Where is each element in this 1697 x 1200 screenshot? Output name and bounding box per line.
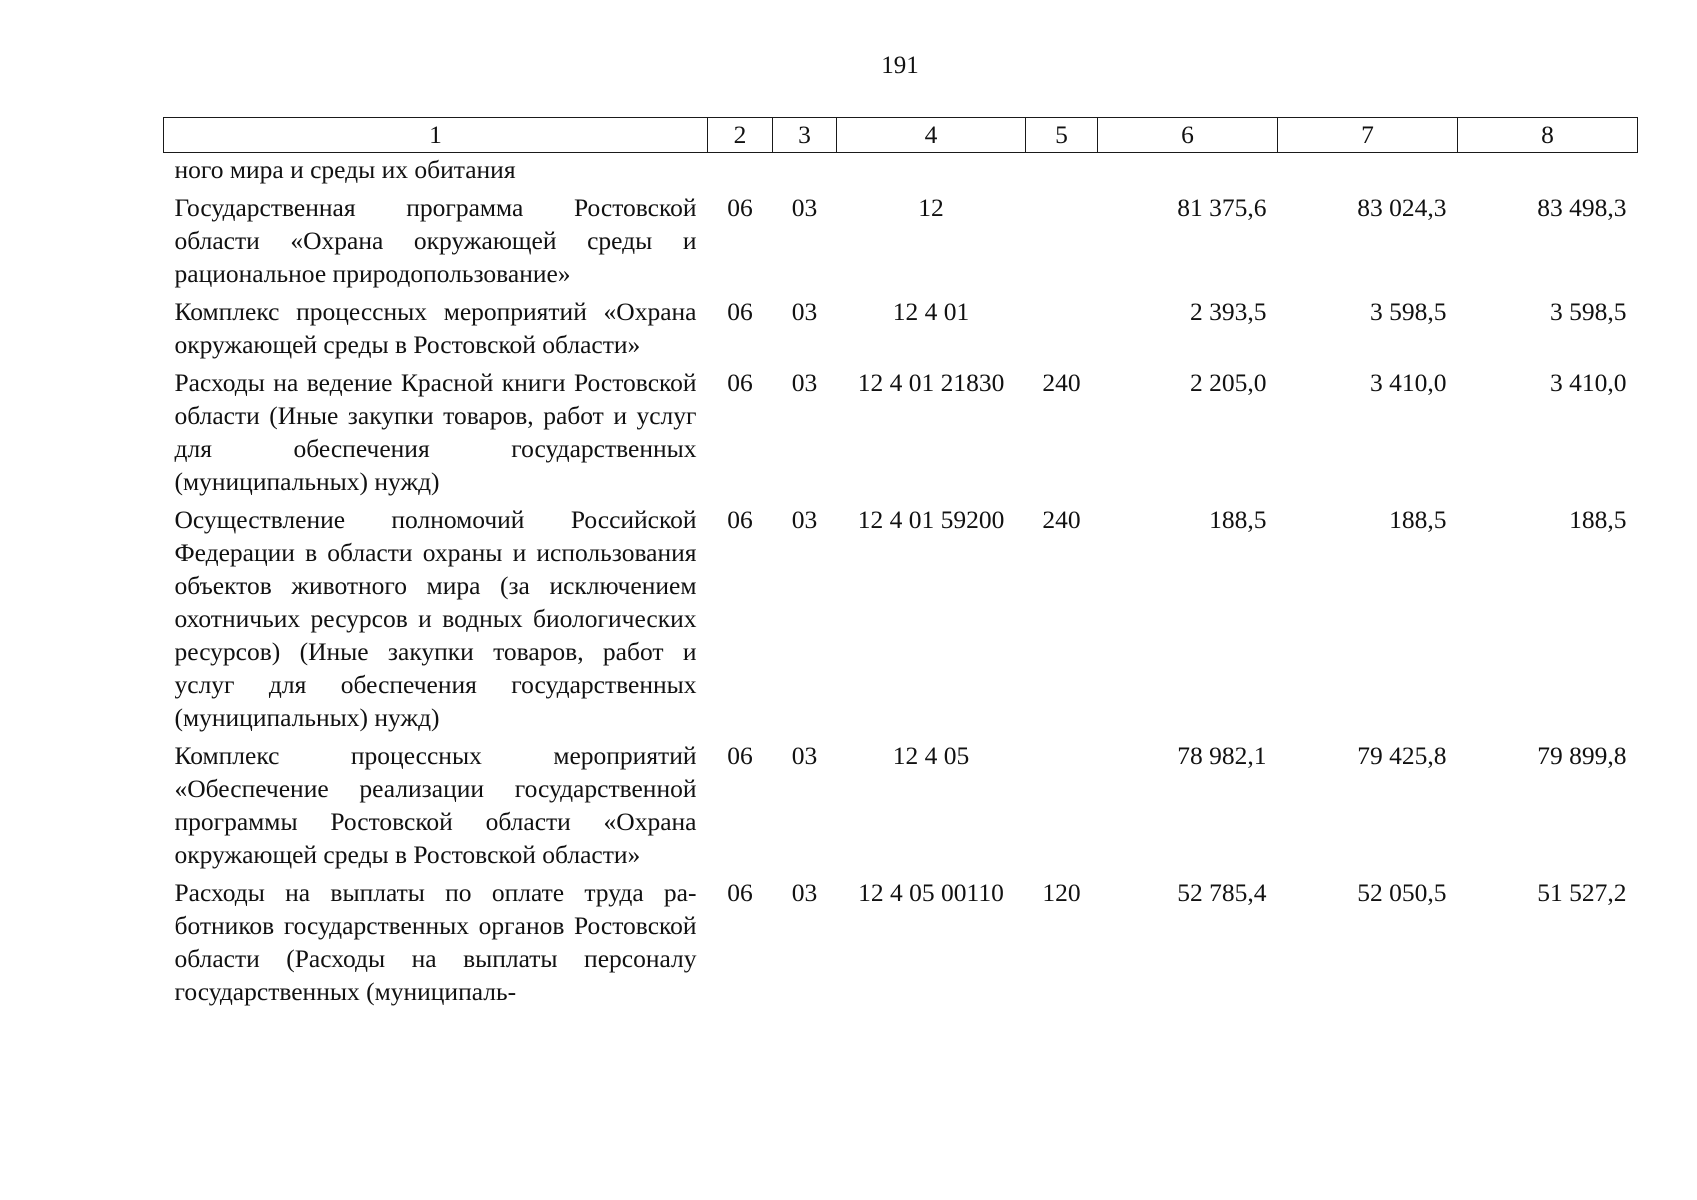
table-row bbox=[164, 290, 1638, 361]
row-expense-type: 120 bbox=[1042, 878, 1081, 907]
row-expense-type: 240 bbox=[1042, 368, 1081, 397]
row-target-code: 12 4 05 bbox=[892, 741, 970, 770]
row-amount-3: 188,5 bbox=[1569, 505, 1627, 534]
continuation-text: ного мира и среды их обитания bbox=[174, 155, 516, 184]
table-row bbox=[164, 186, 1638, 290]
table-row bbox=[164, 734, 1638, 871]
row-amount-3: 3 410,0 bbox=[1550, 368, 1627, 397]
header-col-4: 4 bbox=[837, 118, 1026, 153]
row-subsection: 03 bbox=[791, 297, 818, 326]
row-subsection: 03 bbox=[791, 741, 818, 770]
row-amount-3: 83 498,3 bbox=[1537, 193, 1627, 222]
row-amount-1: 52 785,4 bbox=[1177, 878, 1267, 907]
row-section: 06 bbox=[727, 505, 753, 534]
header-col-6: 6 bbox=[1098, 118, 1278, 153]
row-subsection: 03 bbox=[791, 368, 818, 397]
row-target-code: 12 4 01 59200 bbox=[857, 505, 1005, 534]
row-subsection: 03 bbox=[791, 505, 818, 534]
row-target-code: 12 4 05 00110 bbox=[858, 878, 1004, 907]
row-amount-3: 51 527,2 bbox=[1537, 878, 1627, 907]
header-row bbox=[164, 118, 1638, 153]
budget-table bbox=[163, 117, 1638, 1008]
row-amount-1: 2 205,0 bbox=[1190, 368, 1267, 397]
row-amount-3: 79 899,8 bbox=[1537, 741, 1627, 770]
row-amount-1: 81 375,6 bbox=[1177, 193, 1267, 222]
header-col-8: 8 bbox=[1458, 118, 1638, 153]
row-expense-type: 240 bbox=[1042, 505, 1081, 534]
continuation-row bbox=[164, 153, 1638, 187]
row-name: Расходы на ведение Красной книги Ростовской области (Иные закупки товаров, работ и услуг для обеспечения государственных (муниципальных) нужд) bbox=[174, 368, 697, 496]
row-amount-2: 52 050,5 bbox=[1357, 878, 1447, 907]
row-amount-1: 2 393,5 bbox=[1190, 297, 1267, 326]
row-name: Комплекс процессных мероприятий «Обеспечение реализации государственной программы Ростовской области «Охрана окружающей среды в Ростовской области» bbox=[174, 741, 697, 869]
row-amount-1: 188,5 bbox=[1209, 505, 1267, 534]
row-amount-3: 3 598,5 bbox=[1550, 297, 1627, 326]
row-section: 06 bbox=[727, 368, 753, 397]
row-amount-1: 78 982,1 bbox=[1177, 741, 1267, 770]
row-target-code: 12 bbox=[918, 193, 944, 222]
row-name: Расходы на выплаты по оплате труда работников государственных органов Ростовской области (Расходы на выплаты персоналу государственных (муниципаль- bbox=[174, 878, 697, 1006]
row-expense-type bbox=[1026, 734, 1098, 871]
table-header bbox=[164, 118, 1638, 153]
row-amount-2: 83 024,3 bbox=[1357, 193, 1447, 222]
row-section: 06 bbox=[727, 297, 753, 326]
row-expense-type bbox=[1026, 186, 1098, 290]
header-col-5: 5 bbox=[1026, 118, 1098, 153]
page-number: 191 bbox=[881, 52, 919, 79]
row-name: Государственная программа Ростовской области «Охрана окружающей среды и рациональное природопользование» bbox=[174, 193, 697, 288]
row-amount-2: 3 598,5 bbox=[1370, 297, 1447, 326]
row-amount-2: 3 410,0 bbox=[1370, 368, 1447, 397]
row-amount-2: 188,5 bbox=[1389, 505, 1447, 534]
table-row bbox=[164, 361, 1638, 498]
table-row bbox=[164, 871, 1638, 1008]
row-target-code: 12 4 01 21830 bbox=[857, 368, 1005, 397]
row-name: Осуществление полномочий Российской Федерации в области охраны и использования объектов животного мира (за исключением охотничьих ресурсов и водных биологических ресурсов) (Иные закупки товаров, работ и услуг для обеспечения государственных (муниципальных) нужд) bbox=[174, 505, 697, 732]
table-row bbox=[164, 498, 1638, 734]
row-target-code: 12 4 01 bbox=[892, 297, 970, 326]
row-section: 06 bbox=[727, 741, 753, 770]
row-name: Комплекс процессных мероприятий «Охрана окружающей среды в Ростовской области» bbox=[174, 297, 697, 359]
table-body bbox=[164, 153, 1638, 1009]
header-col-7: 7 bbox=[1278, 118, 1458, 153]
row-amount-2: 79 425,8 bbox=[1357, 741, 1447, 770]
row-expense-type bbox=[1026, 290, 1098, 361]
header-col-2: 2 bbox=[708, 118, 773, 153]
row-section: 06 bbox=[727, 878, 753, 907]
header-col-1: 1 bbox=[164, 118, 708, 153]
row-subsection: 03 bbox=[791, 193, 818, 222]
row-subsection: 03 bbox=[791, 878, 818, 907]
row-section: 06 bbox=[727, 193, 753, 222]
header-col-3: 3 bbox=[773, 118, 837, 153]
